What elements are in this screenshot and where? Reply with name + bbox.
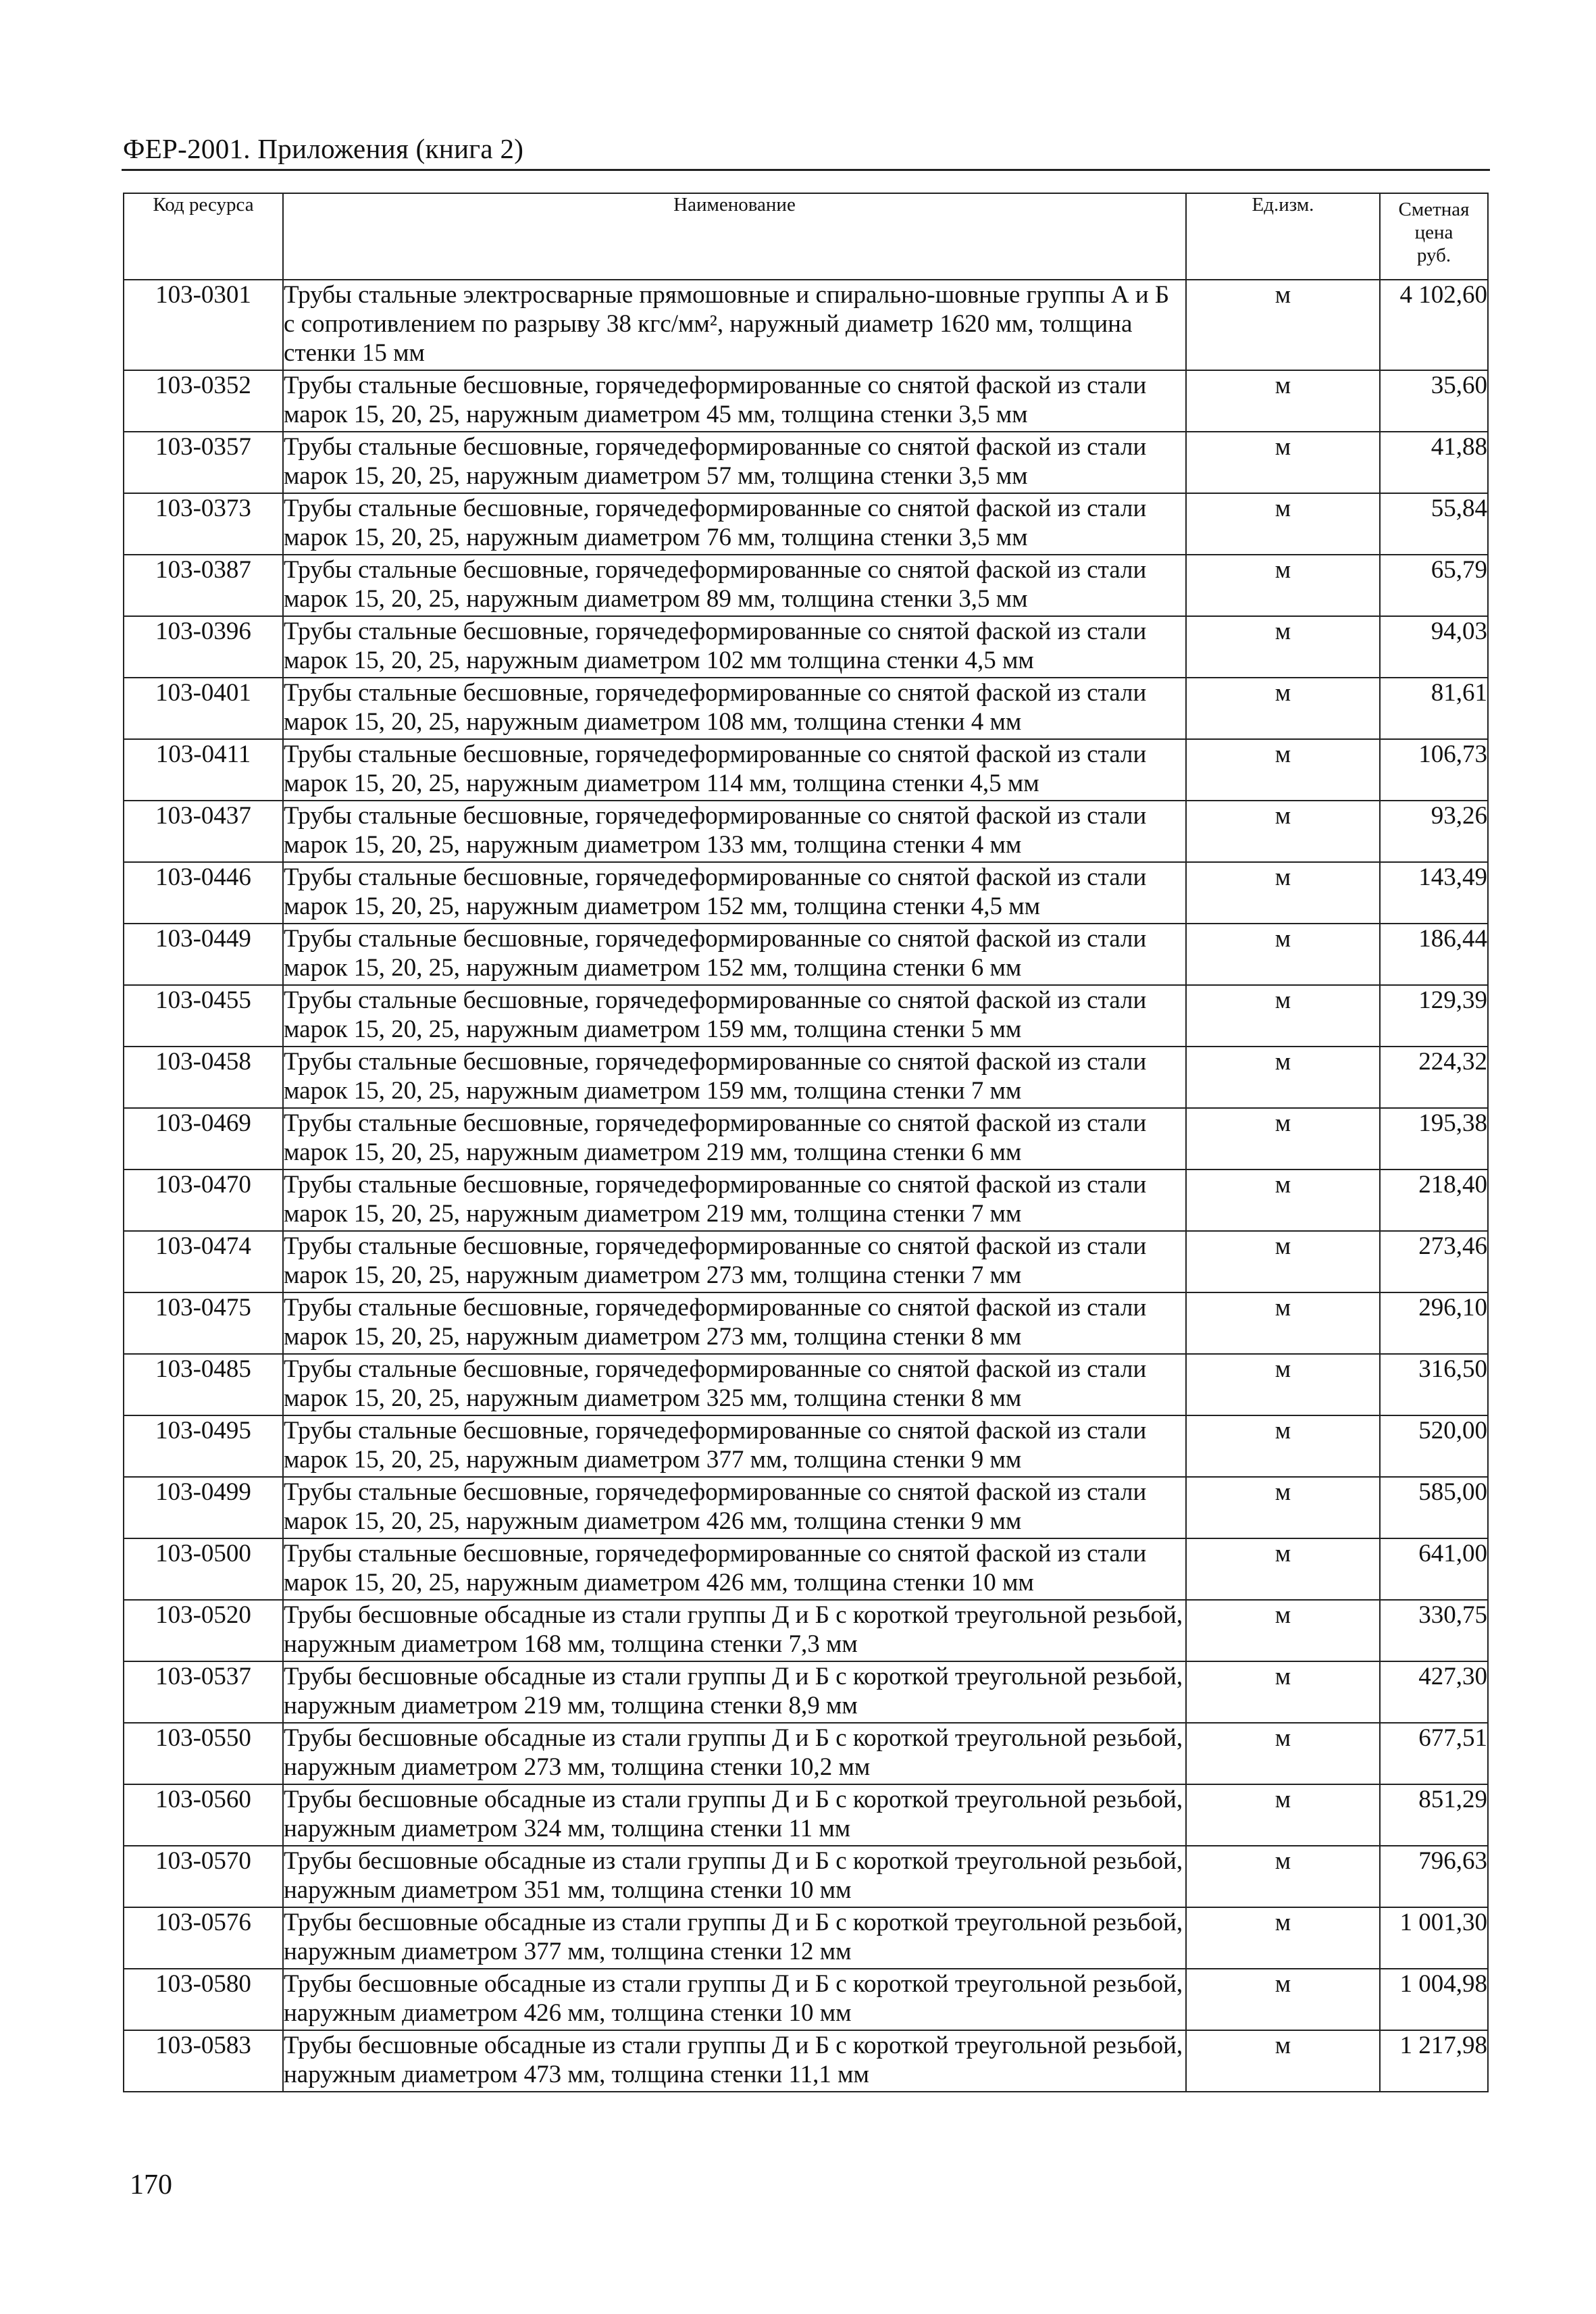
unit-cell: м (1186, 924, 1380, 985)
resource-name-cell: Трубы бесшовные обсадные из стали группы Д и Б с короткой треугольной резьбой, наружным диаметром 351 мм, толщина стенки 10 мм (283, 1846, 1186, 1907)
resource-code-cell: 103-0373 (124, 493, 283, 555)
unit-cell: м (1186, 985, 1380, 1047)
resource-name-cell: Трубы стальные бесшовные, горячедеформированные со снятой фаской из стали марок 15, 20, 25, наружным диаметром 57 мм, толщина стенки 3,5 мм (283, 432, 1186, 493)
unit-cell: м (1186, 493, 1380, 555)
resource-name-cell: Трубы бесшовные обсадные из стали группы Д и Б с короткой треугольной резьбой, наружным диаметром 324 мм, толщина стенки 11 мм (283, 1784, 1186, 1846)
header-divider (122, 169, 1490, 171)
price-cell: 93,26 (1380, 801, 1488, 862)
unit-cell: м (1186, 1846, 1380, 1907)
resource-code-cell: 103-0580 (124, 1969, 283, 2030)
table-row (124, 1600, 1488, 1661)
price-cell: 520,00 (1380, 1415, 1488, 1477)
table-row (124, 924, 1488, 985)
resource-code-cell: 103-0583 (124, 2030, 283, 2092)
resource-code-cell: 103-0495 (124, 1415, 283, 1477)
page-header-title: ФЕР-2001. Приложения (книга 2) (123, 133, 524, 164)
unit-cell: м (1186, 1231, 1380, 1292)
price-cell: 186,44 (1380, 924, 1488, 985)
price-cell: 55,84 (1380, 493, 1488, 555)
unit-cell: м (1186, 280, 1380, 370)
table-row (124, 1415, 1488, 1477)
unit-cell: м (1186, 1969, 1380, 2030)
price-cell: 129,39 (1380, 985, 1488, 1047)
table-row (124, 1723, 1488, 1784)
table-row (124, 678, 1488, 739)
price-cell: 4 102,60 (1380, 280, 1488, 370)
resource-name-cell: Трубы бесшовные обсадные из стали группы Д и Б с короткой треугольной резьбой, наружным диаметром 273 мм, толщина стенки 10,2 мм (283, 1723, 1186, 1784)
price-cell: 851,29 (1380, 1784, 1488, 1846)
page-number: 170 (130, 2169, 172, 2200)
resource-code-cell: 103-0437 (124, 801, 283, 862)
resource-code-cell: 103-0449 (124, 924, 283, 985)
price-cell: 641,00 (1380, 1538, 1488, 1600)
resource-code-cell: 103-0499 (124, 1477, 283, 1538)
resource-code-cell: 103-0475 (124, 1292, 283, 1354)
resource-name-cell: Трубы стальные бесшовные, горячедеформированные со снятой фаской из стали марок 15, 20, 25, наружным диаметром 377 мм, толщина стенки 9 мм (283, 1415, 1186, 1477)
resource-name-cell: Трубы бесшовные обсадные из стали группы Д и Б с короткой треугольной резьбой, наружным диаметром 219 мм, толщина стенки 8,9 мм (283, 1661, 1186, 1723)
column-header-price-line3: руб. (1416, 245, 1451, 266)
table-row (124, 1292, 1488, 1354)
resource-name-cell: Трубы стальные электросварные прямошовные и спирально-шовные группы А и Б с сопротивлением по разрыву 38 кгс/мм², наружный диаметр 1620 мм, толщина стенки 15 мм (283, 280, 1186, 370)
price-cell: 81,61 (1380, 678, 1488, 739)
resource-name-cell: Трубы бесшовные обсадные из стали группы Д и Б с короткой треугольной резьбой, наружным диаметром 426 мм, толщина стенки 10 мм (283, 1969, 1186, 2030)
resource-code-cell: 103-0537 (124, 1661, 283, 1723)
price-cell: 330,75 (1380, 1600, 1488, 1661)
price-cell: 35,60 (1380, 370, 1488, 432)
unit-cell: м (1186, 1723, 1380, 1784)
unit-cell: м (1186, 1477, 1380, 1538)
resource-code-cell: 103-0446 (124, 862, 283, 924)
table-row (124, 280, 1488, 370)
price-cell: 796,63 (1380, 1846, 1488, 1907)
price-cell: 296,10 (1380, 1292, 1488, 1354)
price-cell: 65,79 (1380, 555, 1488, 616)
resource-code-cell: 103-0411 (124, 739, 283, 801)
unit-cell: м (1186, 862, 1380, 924)
table-row (124, 432, 1488, 493)
table-row (124, 1661, 1488, 1723)
table-row (124, 1047, 1488, 1108)
resource-name-cell: Трубы стальные бесшовные, горячедеформированные со снятой фаской из стали марок 15, 20, 25, наружным диаметром 76 мм, толщина стенки 3,5 мм (283, 493, 1186, 555)
unit-cell: м (1186, 432, 1380, 493)
unit-cell: м (1186, 1169, 1380, 1231)
table-row (124, 862, 1488, 924)
table-row (124, 801, 1488, 862)
resource-name-cell: Трубы бесшовные обсадные из стали группы Д и Б с короткой треугольной резьбой, наружным диаметром 473 мм, толщина стенки 11,1 мм (283, 2030, 1186, 2092)
resource-code-cell: 103-0357 (124, 432, 283, 493)
price-cell: 94,03 (1380, 616, 1488, 678)
resource-code-cell: 103-0470 (124, 1169, 283, 1231)
resource-name-cell: Трубы стальные бесшовные, горячедеформированные со снятой фаской из стали марок 15, 20, 25, наружным диаметром 159 мм, толщина стенки 7 мм (283, 1047, 1186, 1108)
resource-code-cell: 103-0469 (124, 1108, 283, 1169)
table-row (124, 1477, 1488, 1538)
resource-code-cell: 103-0474 (124, 1231, 283, 1292)
unit-cell: м (1186, 1538, 1380, 1600)
column-header-code: Код ресурса (124, 193, 283, 280)
resource-name-cell: Трубы стальные бесшовные, горячедеформированные со снятой фаской из стали марок 15, 20, 25, наружным диаметром 273 мм, толщина стенки 8 мм (283, 1292, 1186, 1354)
resource-name-cell: Трубы стальные бесшовные, горячедеформированные со снятой фаской из стали марок 15, 20, 25, наружным диаметром 273 мм, толщина стенки 7 мм (283, 1231, 1186, 1292)
unit-cell: м (1186, 678, 1380, 739)
resource-price-table (123, 193, 1489, 2092)
unit-cell: м (1186, 2030, 1380, 2092)
unit-cell: м (1186, 616, 1380, 678)
resource-code-cell: 103-0352 (124, 370, 283, 432)
resource-code-cell: 103-0396 (124, 616, 283, 678)
resource-name-cell: Трубы стальные бесшовные, горячедеформированные со снятой фаской из стали марок 15, 20, 25, наружным диаметром 159 мм, толщина стенки 5 мм (283, 985, 1186, 1047)
resource-code-cell: 103-0550 (124, 1723, 283, 1784)
unit-cell: м (1186, 801, 1380, 862)
column-header-name: Наименование (283, 193, 1186, 280)
unit-cell: м (1186, 1292, 1380, 1354)
price-cell: 218,40 (1380, 1169, 1488, 1231)
resource-name-cell: Трубы бесшовные обсадные из стали группы Д и Б с короткой треугольной резьбой, наружным диаметром 377 мм, толщина стенки 12 мм (283, 1907, 1186, 1969)
unit-cell: м (1186, 370, 1380, 432)
price-cell: 1 001,30 (1380, 1907, 1488, 1969)
resource-code-cell: 103-0401 (124, 678, 283, 739)
price-cell: 677,51 (1380, 1723, 1488, 1784)
table-row (124, 2030, 1488, 2092)
table-row (124, 1846, 1488, 1907)
unit-cell: м (1186, 1600, 1380, 1661)
price-cell: 143,49 (1380, 862, 1488, 924)
resource-code-cell: 103-0570 (124, 1846, 283, 1907)
resource-code-cell: 103-0301 (124, 280, 283, 370)
resource-name-cell: Трубы бесшовные обсадные из стали группы Д и Б с короткой треугольной резьбой, наружным диаметром 168 мм, толщина стенки 7,3 мм (283, 1600, 1186, 1661)
resource-name-cell: Трубы стальные бесшовные, горячедеформированные со снятой фаской из стали марок 15, 20, 25, наружным диаметром 152 мм, толщина стенки 6 мм (283, 924, 1186, 985)
table-row (124, 1169, 1488, 1231)
unit-cell: м (1186, 739, 1380, 801)
resource-code-cell: 103-0458 (124, 1047, 283, 1108)
table-row (124, 1538, 1488, 1600)
resource-code-cell: 103-0500 (124, 1538, 283, 1600)
resource-code-cell: 103-0485 (124, 1354, 283, 1415)
resource-name-cell: Трубы стальные бесшовные, горячедеформированные со снятой фаской из стали марок 15, 20, 25, наружным диаметром 133 мм, толщина стенки 4 мм (283, 801, 1186, 862)
resource-code-cell: 103-0520 (124, 1600, 283, 1661)
table-row (124, 555, 1488, 616)
table-header-row (124, 193, 1488, 280)
table-row (124, 370, 1488, 432)
price-cell: 41,88 (1380, 432, 1488, 493)
resource-name-cell: Трубы стальные бесшовные, горячедеформированные со снятой фаской из стали марок 15, 20, 25, наружным диаметром 426 мм, толщина стенки 9 мм (283, 1477, 1186, 1538)
unit-cell: м (1186, 1108, 1380, 1169)
price-cell: 1 217,98 (1380, 2030, 1488, 2092)
resource-name-cell: Трубы стальные бесшовные, горячедеформированные со снятой фаской из стали марок 15, 20, 25, наружным диаметром 219 мм, толщина стенки 6 мм (283, 1108, 1186, 1169)
unit-cell: м (1186, 1907, 1380, 1969)
unit-cell: м (1186, 1354, 1380, 1415)
column-header-price-line1: Сметная (1398, 199, 1470, 220)
price-cell: 273,46 (1380, 1231, 1488, 1292)
resource-code-cell: 103-0387 (124, 555, 283, 616)
column-header-price (1380, 193, 1488, 280)
price-cell: 195,38 (1380, 1108, 1488, 1169)
unit-cell: м (1186, 1784, 1380, 1846)
price-cell: 1 004,98 (1380, 1969, 1488, 2030)
unit-cell: м (1186, 1047, 1380, 1108)
resource-code-cell: 103-0455 (124, 985, 283, 1047)
table-row (124, 1969, 1488, 2030)
table-row (124, 1354, 1488, 1415)
resource-code-cell: 103-0560 (124, 1784, 283, 1846)
table-row (124, 1784, 1488, 1846)
table-row (124, 739, 1488, 801)
table-body (124, 280, 1488, 2092)
table-row (124, 1231, 1488, 1292)
resource-name-cell: Трубы стальные бесшовные, горячедеформированные со снятой фаской из стали марок 15, 20, 25, наружным диаметром 102 мм толщина стенки 4,5 мм (283, 616, 1186, 678)
resource-name-cell: Трубы стальные бесшовные, горячедеформированные со снятой фаской из стали марок 15, 20, 25, наружным диаметром 325 мм, толщина стенки 8 мм (283, 1354, 1186, 1415)
price-cell: 106,73 (1380, 739, 1488, 801)
column-header-price-line2: цена (1414, 222, 1453, 243)
table-row (124, 985, 1488, 1047)
table-row (124, 616, 1488, 678)
resource-name-cell: Трубы стальные бесшовные, горячедеформированные со снятой фаской из стали марок 15, 20, 25, наружным диаметром 108 мм, толщина стенки 4 мм (283, 678, 1186, 739)
resource-code-cell: 103-0576 (124, 1907, 283, 1969)
unit-cell: м (1186, 1661, 1380, 1723)
resource-name-cell: Трубы стальные бесшовные, горячедеформированные со снятой фаской из стали марок 15, 20, 25, наружным диаметром 426 мм, толщина стенки 10 мм (283, 1538, 1186, 1600)
table-row (124, 1108, 1488, 1169)
resource-name-cell: Трубы стальные бесшовные, горячедеформированные со снятой фаской из стали марок 15, 20, 25, наружным диаметром 89 мм, толщина стенки 3,5 мм (283, 555, 1186, 616)
price-cell: 427,30 (1380, 1661, 1488, 1723)
table-row (124, 1907, 1488, 1969)
unit-cell: м (1186, 1415, 1380, 1477)
column-header-unit: Ед.изм. (1186, 193, 1380, 280)
resource-name-cell: Трубы стальные бесшовные, горячедеформированные со снятой фаской из стали марок 15, 20, 25, наружным диаметром 45 мм, толщина стенки 3,5 мм (283, 370, 1186, 432)
price-cell: 585,00 (1380, 1477, 1488, 1538)
resource-name-cell: Трубы стальные бесшовные, горячедеформированные со снятой фаской из стали марок 15, 20, 25, наружным диаметром 219 мм, толщина стенки 7 мм (283, 1169, 1186, 1231)
resource-name-cell: Трубы стальные бесшовные, горячедеформированные со снятой фаской из стали марок 15, 20, 25, наружным диаметром 152 мм, толщина стенки 4,5 мм (283, 862, 1186, 924)
resource-name-cell: Трубы стальные бесшовные, горячедеформированные со снятой фаской из стали марок 15, 20, 25, наружным диаметром 114 мм, толщина стенки 4,5 мм (283, 739, 1186, 801)
price-cell: 224,32 (1380, 1047, 1488, 1108)
price-cell: 316,50 (1380, 1354, 1488, 1415)
unit-cell: м (1186, 555, 1380, 616)
table-row (124, 493, 1488, 555)
